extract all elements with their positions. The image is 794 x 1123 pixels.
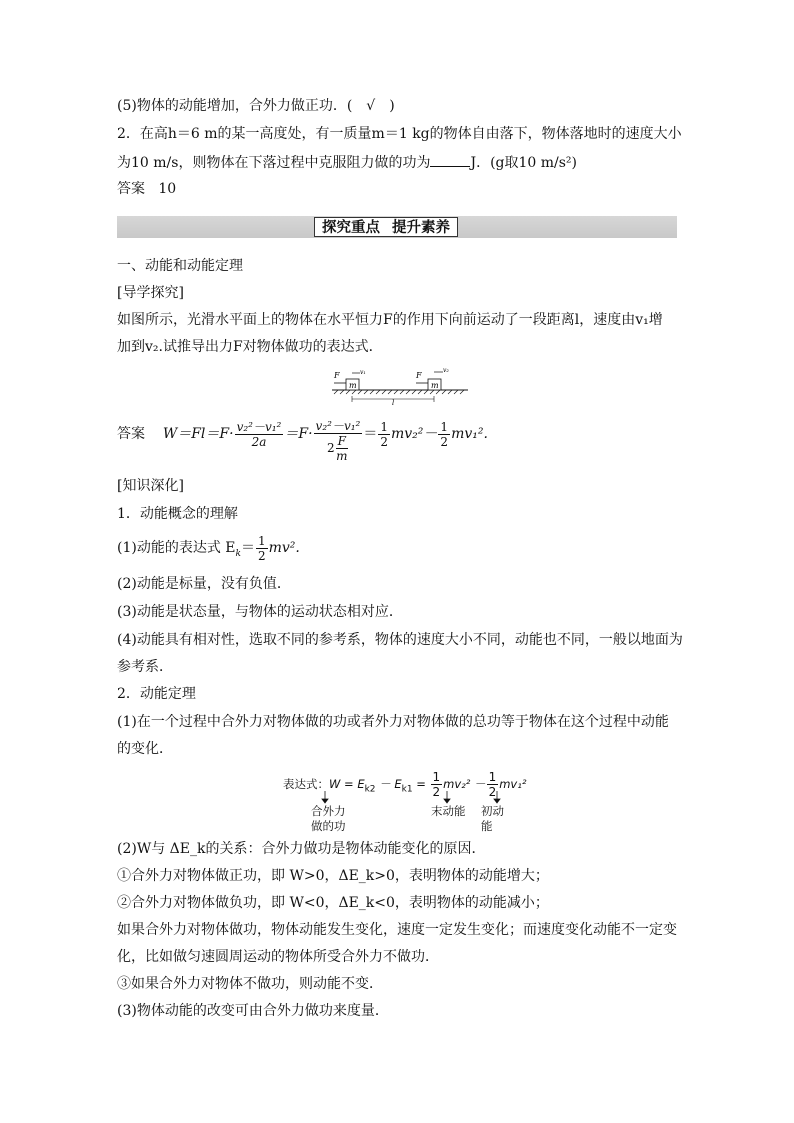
fraction-2-num: v₂²－v₁² [315, 419, 361, 433]
answer-eq: ＝ [363, 426, 378, 442]
fraction-2-den [314, 434, 363, 463]
answer-blank [430, 152, 470, 167]
para-1-half-den: 2 [257, 548, 266, 563]
para-4a: (4)动能具有相对性，选取不同的参考系，物体的速度大小不同，动能也不同，一般以地面为 [117, 632, 683, 648]
question-2-line2-pre: 为10 m/s，则物体在下落过程中克服阻力做的功为 [117, 155, 431, 171]
motion-figure [330, 366, 470, 406]
block-start-label: m [349, 381, 357, 390]
para-1-sub: k [235, 548, 241, 559]
deepen-tag: [知识深化] [117, 478, 184, 494]
fraction-1-den: 2a [251, 434, 267, 449]
half-2-num: 1 [440, 419, 449, 434]
answer-line-1 [117, 179, 176, 199]
half-2-den: 2 [440, 434, 449, 449]
fraction-2-inner-num: F [337, 434, 346, 448]
para-6: (2)W与 ΔE_k的关系：合外力做功是物体动能变化的原因． [117, 841, 486, 857]
formula-half-1-num: 1 [432, 770, 441, 784]
para-1-half [256, 534, 268, 563]
v1-label: v₁ [360, 369, 366, 376]
formula-half-2-num: 1 [488, 770, 497, 784]
answer-term-2: mv₁². [451, 426, 488, 442]
formula-k2: k2 [364, 784, 376, 795]
answer-lhs: W＝Fl＝F· [162, 426, 234, 442]
heading-1: 1．动能概念的理解 [117, 506, 238, 522]
formula-k1: k1 [401, 784, 413, 795]
para-1 [117, 532, 300, 570]
answer-value: 10 [158, 181, 177, 197]
label-initial: 初动能 [481, 804, 504, 833]
guide-text-2: 加到v₂.试推导出力F对物体做功的表达式． [117, 339, 383, 355]
answer-label: 答案 [117, 181, 145, 197]
section-title: 一、动能和动能定理 [117, 258, 243, 274]
formula-half-1-den: 2 [432, 785, 441, 799]
heading-2: 2．动能定理 [117, 686, 196, 702]
para-1-post: mv². [268, 540, 300, 556]
formula-w: W = E [329, 777, 365, 791]
question-2-line2 [117, 152, 577, 173]
half-1-den: 2 [380, 434, 388, 449]
formula-label: 表达式： [283, 777, 329, 791]
formula-minus: － E [375, 777, 402, 791]
label-work-2: 做的功 [311, 819, 346, 833]
force-label-start: F [334, 371, 340, 380]
fraction-1 [235, 420, 284, 449]
v2-label: v₂ [443, 367, 449, 374]
fraction-2-inner [336, 434, 348, 463]
para-10: ③如果合外力对物体不做功，则动能不变． [117, 976, 383, 992]
question-2-line1: 2．在高h＝6 m的某一高度处，有一质量m＝1 kg的物体自由落下，物体落地时的速度大小 [117, 126, 682, 142]
guide-text-1: 如图所示，光滑水平面上的物体在水平恒力F的作用下向前运动了一段距离l，速度由v₁增 [117, 312, 663, 328]
half-1 [378, 420, 390, 449]
guide-tag: [导学探究] [117, 285, 184, 301]
force-label-end: F [416, 371, 422, 380]
formula-mv1: mv₁² [499, 777, 527, 791]
para-8: ②合外力对物体做负功，即 W<0，ΔE_k<0，表明物体的动能减小； [117, 895, 549, 911]
para-3: (3)动能是状态量，与物体的运动状态相对应． [117, 604, 403, 620]
fraction-2-den-pre: 2 [326, 441, 335, 455]
para-1-pre: (1)动能的表达式 E [117, 540, 236, 556]
diagram-arrows [283, 790, 513, 804]
formula-half-2-den: 2 [488, 785, 497, 799]
para-1-half-num: 1 [257, 533, 266, 548]
question-2-line2-post: J．(g取10 m/s²) [470, 155, 578, 171]
half-1-num: 1 [380, 419, 388, 434]
para-9a: 如果合外力对物体做功，物体动能发生变化，速度一定发生变化；而速度变化动能不一定变 [117, 922, 677, 938]
fraction-2-inner-den: m [336, 449, 348, 463]
answer-label-2: 答案 [117, 426, 145, 442]
para-5b: 的变化． [117, 741, 173, 757]
fraction-1-num: v₂²－v₁² [236, 419, 282, 434]
section-banner [117, 216, 677, 238]
para-7: ①合外力对物体做正功，即 W>0，ΔE_k>0，表明物体的动能增大； [117, 868, 549, 884]
fraction-2 [314, 419, 363, 463]
banner-left: 探究重点 [322, 219, 380, 236]
label-final: 末动能 [431, 804, 466, 818]
para-4b: 参考系． [117, 659, 173, 675]
label-work [311, 804, 346, 834]
ground-hatch [334, 390, 464, 394]
theorem-diagram [283, 768, 527, 833]
para-2: (2)动能是标量，没有负值． [117, 576, 291, 592]
derivation-answer [117, 416, 488, 463]
formula-mv2: mv₂² － [443, 777, 486, 791]
answer-mid: ＝F· [284, 426, 313, 442]
distance-label: l [392, 399, 395, 406]
half-2 [438, 420, 450, 449]
para-1-eq: ＝ [240, 540, 255, 556]
label-work-1: 合外力 [311, 804, 346, 818]
para-9b: 化，比如做匀速圆周运动的物体所受合外力不做功． [117, 949, 439, 965]
formula-eq: = [412, 777, 430, 791]
para-5a: (1)在一个过程中合外力对物体做的功或者外力对物体做的总功等于物体在这个过程中动能 [117, 714, 669, 730]
item-5: (5)物体的动能增加，合外力做正功．( √ ) [117, 98, 395, 114]
answer-term-1: mv₂²－ [391, 426, 438, 442]
banner-right: 提升素养 [392, 219, 450, 236]
banner-box [314, 217, 458, 237]
block-end-label: m [431, 381, 439, 390]
para-11: (3)物体动能的改变可由合外力做功来度量． [117, 1003, 389, 1019]
